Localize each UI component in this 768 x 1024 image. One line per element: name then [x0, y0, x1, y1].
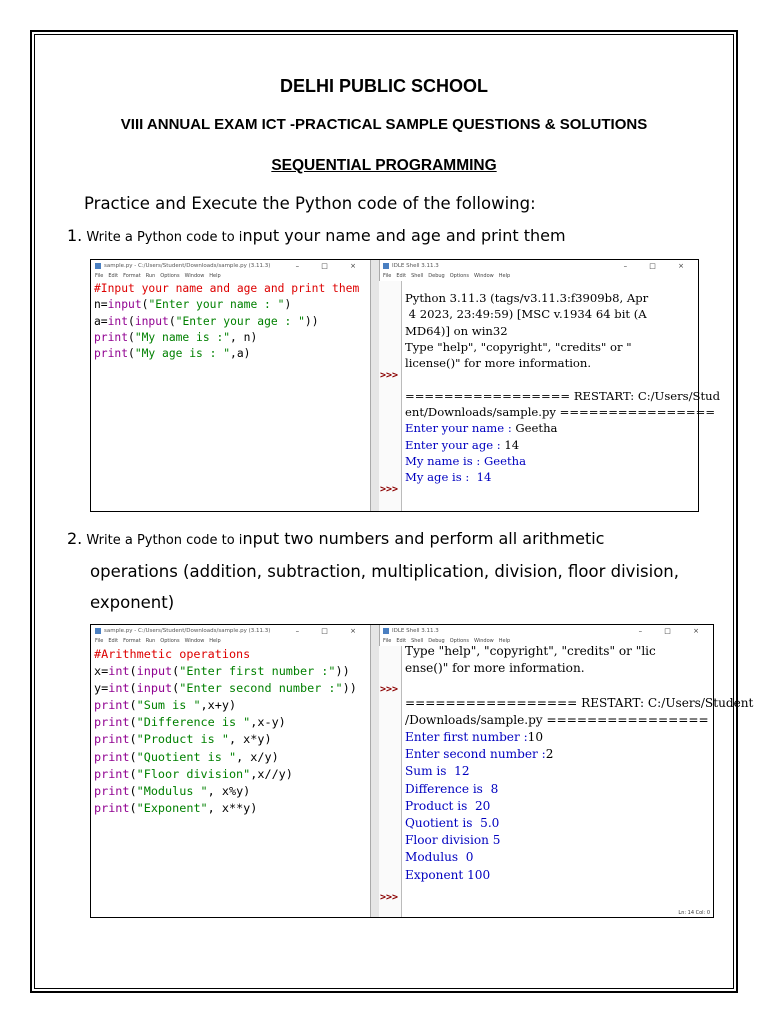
shell-titlebar — [379, 625, 713, 637]
shell-titlebar — [379, 260, 698, 272]
shell-output-line: Product is 20 — [405, 798, 491, 813]
question-2-number: 2. — [67, 529, 83, 548]
menu-debug[interactable]: Debug — [428, 638, 445, 644]
shell-prompt: >>> — [380, 370, 399, 381]
shell-output-line: Enter your age : — [405, 437, 505, 452]
python-icon — [383, 628, 389, 634]
question-2-line2: operations (addition, subtraction, multiplication, division, floor division, — [90, 562, 680, 581]
python-icon — [95, 628, 101, 634]
question-1-prefix: Write a Python code to i — [82, 230, 243, 245]
menu-debug[interactable]: Debug — [428, 273, 445, 279]
window-controls[interactable]: – □ × — [638, 627, 709, 635]
editor-code-2[interactable]: #Arithmetic operations x=int(input("Enter first number :")) y=int(input("Enter second number :")) print("Sum is ",x+y) print("Difference is ",x-y) print("Product is ", x*y) print("Quotient is ", x/y) print("Floor division",x//y) print("Modulus ", x%y) print("Exponent", x**y) — [94, 647, 357, 815]
status-bar: Ln: 14 Col: 0 — [678, 910, 710, 916]
menu-file[interactable]: File — [383, 273, 392, 279]
exam-title: VIII ANNUAL EXAM ICT -PRACTICAL SAMPLE QUESTIONS & SOLUTIONS — [120, 116, 648, 133]
shell-banner-line: 4 2023, 23:49:59) [MSC v.1934 64 bit (A — [405, 307, 647, 322]
menu-window[interactable]: Window — [184, 273, 205, 279]
question-1 — [67, 220, 566, 254]
menu-file[interactable]: File — [95, 273, 104, 279]
editor-menubar — [91, 637, 370, 646]
menu-help[interactable]: Help — [209, 638, 221, 644]
shell-output-line: Enter your name : — [405, 421, 516, 436]
shell-menubar — [379, 272, 698, 281]
shell-prompt: >>> — [380, 892, 399, 903]
menu-edit[interactable]: Edit — [108, 638, 119, 644]
intro-text: Practice and Execute the Python code of the following: — [84, 194, 536, 213]
shell-restart-line: /Downloads/sample.py ================ — [405, 712, 709, 727]
shell-restart-line: ================= RESTART: C:/Users/Student — [405, 695, 754, 710]
shell-title: IDLE Shell 3.11.3 — [392, 263, 439, 269]
window-controls[interactable]: – □ × — [623, 262, 694, 270]
menu-format[interactable]: Format — [123, 273, 141, 279]
menu-options[interactable]: Options — [449, 273, 470, 279]
shell-window-2 — [379, 625, 754, 917]
shell-window-1 — [379, 260, 721, 511]
shell-banner-line: Type "help", "copyright", "credits" or " — [405, 339, 632, 354]
window-controls[interactable]: – □ × — [295, 262, 366, 270]
shell-output-line: My age is : 14 — [405, 470, 492, 485]
shell-output-line: Sum is 12 — [405, 764, 470, 779]
python-icon — [383, 263, 389, 269]
shell-gutter — [379, 646, 402, 917]
editor-code-1[interactable]: #Input your name and age and print them n=input("Enter your name : ") a=int(input("Enter your age : ")) print("My name is :", n) print("My age is : ",a) — [94, 282, 360, 361]
menu-help[interactable]: Help — [209, 273, 221, 279]
section-title: SEQUENTIAL PROGRAMMING — [271, 157, 497, 174]
menu-file[interactable]: File — [383, 638, 392, 644]
shell-banner-line: Type "help", "copyright", "credits" or "lic — [405, 644, 656, 658]
menu-help[interactable]: Help — [498, 638, 511, 644]
menu-help[interactable]: Help — [498, 273, 511, 279]
shell-banner-line: Python 3.11.3 (tags/v3.11.3:f3909b8, Apr — [405, 291, 649, 305]
window-controls[interactable]: – □ × — [295, 627, 366, 635]
shell-title: IDLE Shell 3.11.3 — [392, 628, 439, 634]
shell-input-value: 2 — [545, 747, 554, 762]
shell-banner-line: license()" for more information. — [405, 356, 592, 371]
shell-prompt: >>> — [380, 684, 399, 695]
menu-format[interactable]: Format — [123, 638, 141, 644]
shell-restart-line: ent/Downloads/sample.py ================ — [405, 405, 716, 420]
screenshot-1 — [90, 259, 721, 512]
shell-output-line: Quotient is 5.0 — [405, 816, 500, 831]
menu-file[interactable]: File — [95, 638, 104, 644]
menu-run[interactable]: Run — [145, 638, 156, 644]
question-2 — [67, 523, 604, 557]
shell-output-line: Exponent 100 — [405, 867, 491, 882]
editor-title: sample.py - C:/Users/Student/Downloads/sample.py (3.11.3) — [104, 263, 271, 269]
shell-output-2[interactable] — [405, 643, 754, 917]
editor-window-2 — [91, 625, 370, 917]
editor-title: sample.py - C:/Users/Student/Downloads/sample.py (3.11.3) — [104, 628, 271, 634]
menu-edit[interactable]: Edit — [396, 638, 407, 644]
menu-run[interactable]: Run — [145, 273, 156, 279]
shell-output-line: Difference is 8 — [405, 781, 499, 796]
shell-output-line: My name is : Geetha — [405, 453, 526, 468]
editor-menubar — [91, 272, 370, 281]
menu-window[interactable]: Window — [184, 638, 205, 644]
question-2-text: nput two numbers and perform all arithmetic — [242, 529, 605, 548]
menu-edit[interactable]: Edit — [108, 273, 119, 279]
menu-options[interactable]: Options — [160, 638, 180, 644]
question-1-number: 1. — [67, 226, 83, 245]
shell-banner-line: ense()" for more information. — [405, 661, 585, 676]
shell-input-value: 14 — [504, 437, 520, 452]
shell-input-value: 10 — [527, 730, 544, 745]
shell-output-line: Modulus 0 — [405, 850, 474, 865]
shell-prompt: >>> — [380, 484, 399, 495]
shell-gutter — [379, 281, 402, 511]
question-2-line3: exponent) — [90, 593, 175, 612]
editor-window-1 — [91, 260, 370, 511]
question-2-prefix: Write a Python code to i — [82, 533, 243, 548]
shell-input-value: Geetha — [515, 421, 558, 436]
menu-window[interactable]: Window — [474, 638, 494, 644]
menu-shell[interactable]: Shell — [411, 273, 424, 279]
shell-banner-line: MD64)] on win32 — [405, 323, 508, 338]
shell-output-1[interactable] — [405, 290, 721, 511]
editor-titlebar — [91, 625, 370, 637]
question-1-text: nput your name and age and print them — [242, 226, 566, 245]
shell-output-line: Enter second number : — [405, 747, 546, 762]
shell-output-line: Enter first number : — [405, 730, 528, 745]
menu-shell[interactable]: Shell — [411, 638, 424, 644]
shell-restart-line: ================= RESTART: C:/Users/Stud — [405, 388, 721, 403]
school-name: DELHI PUBLIC SCHOOL — [279, 76, 488, 96]
menu-window[interactable]: Window — [474, 273, 494, 279]
python-icon — [95, 263, 101, 269]
editor-titlebar — [91, 260, 370, 272]
menu-options[interactable]: Options — [449, 638, 470, 644]
menu-options[interactable]: Options — [160, 273, 180, 279]
menu-edit[interactable]: Edit — [396, 273, 407, 279]
shell-output-line: Floor division 5 — [405, 833, 501, 848]
screenshot-2 — [90, 624, 754, 918]
